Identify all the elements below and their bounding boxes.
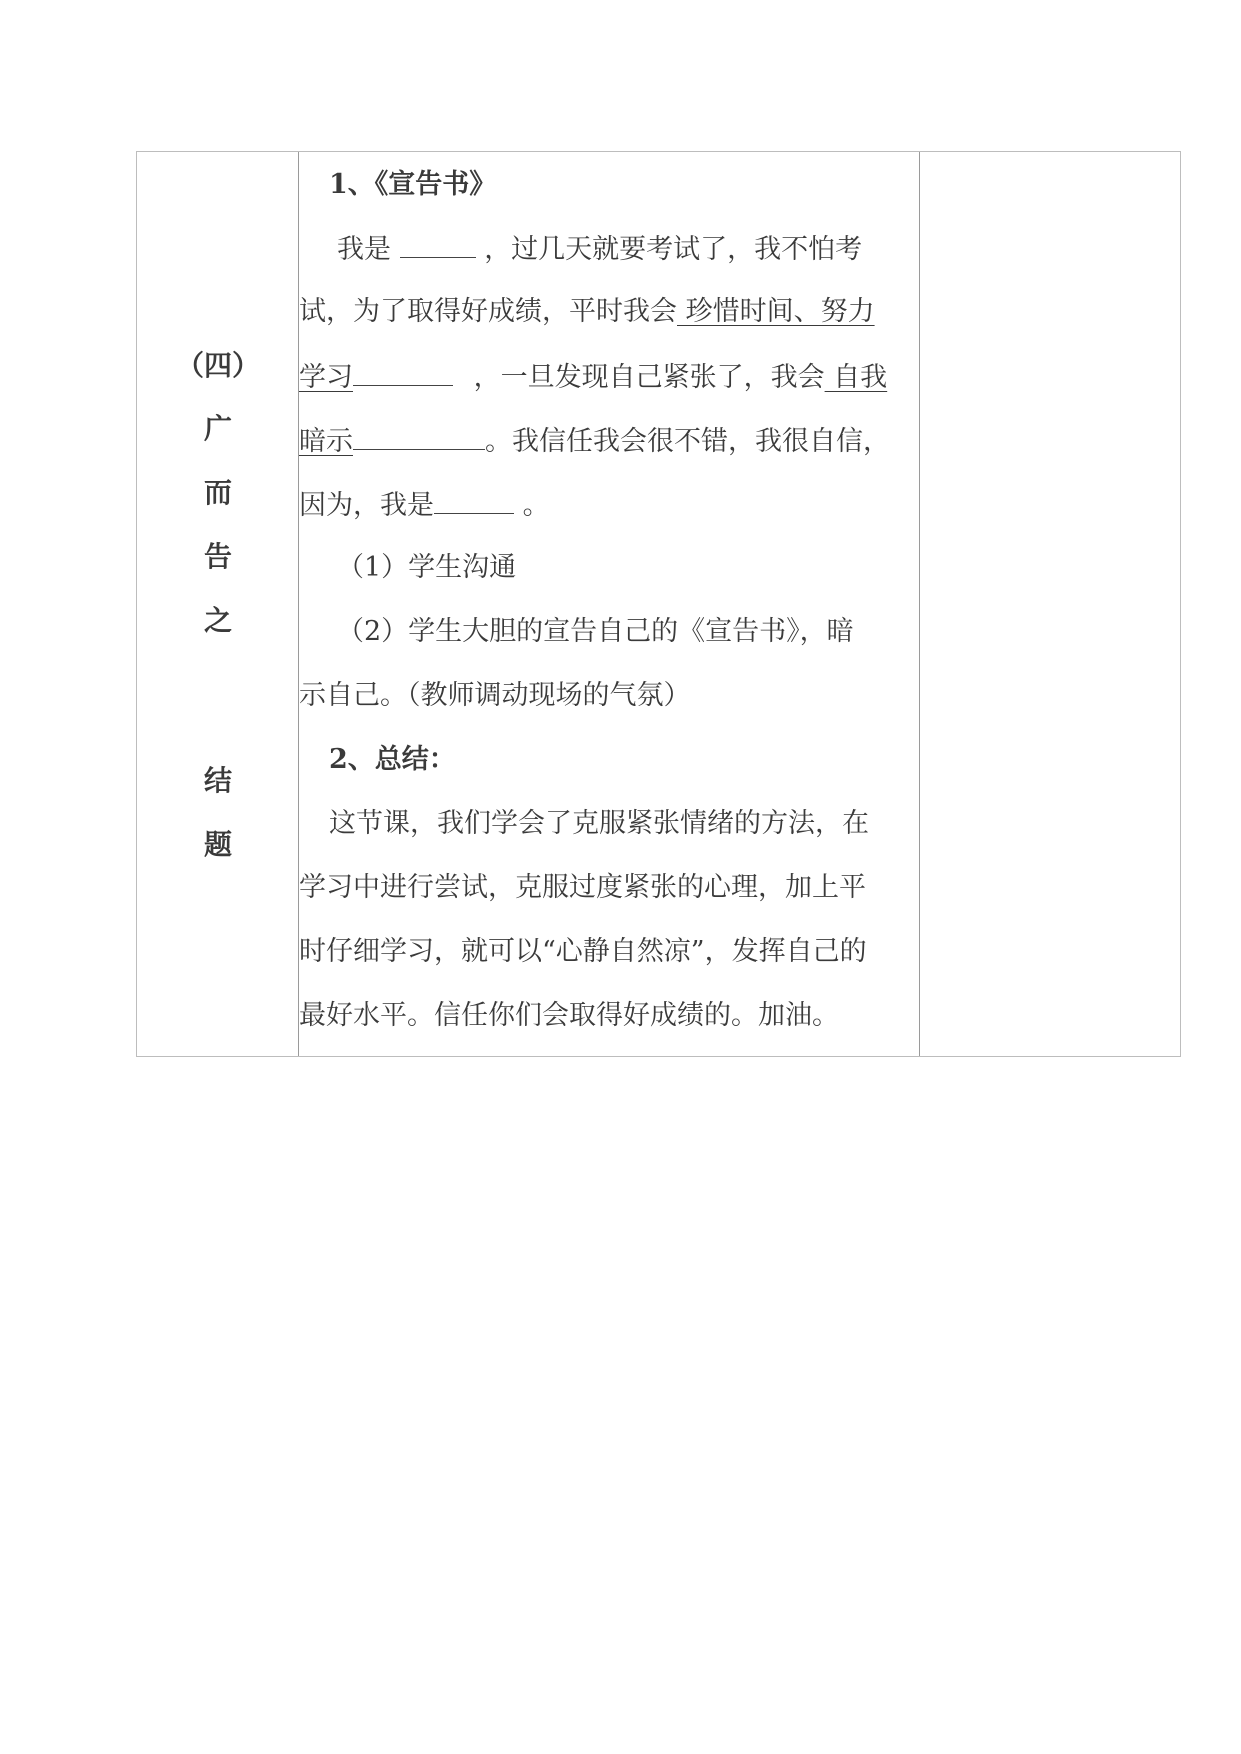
- filled-answer: 学习: [299, 362, 353, 393]
- declaration-text: ，一旦发现自己紧张了，我会: [473, 362, 825, 393]
- stage-char: 告: [203, 540, 232, 573]
- stage-column: [137, 152, 299, 1056]
- declaration-text: 试，为了取得好成绩，平时我会: [299, 296, 677, 327]
- stage-char: 之: [203, 604, 232, 637]
- fill-blank: [400, 231, 476, 258]
- declaration-line: [299, 423, 920, 459]
- heading-declaration: 1、《宣告书》: [329, 169, 497, 200]
- declaration-text: 因为，我是: [299, 490, 434, 521]
- declaration-text: ，过几天就要考试了，我不怕考: [484, 234, 863, 265]
- section-number: （四）: [175, 349, 260, 382]
- fill-blank: [353, 359, 453, 386]
- declaration-line: [299, 295, 920, 329]
- summary-line: 学习中进行尝试，克服过度紧张的心理，加上平: [299, 872, 866, 903]
- filled-answer: 自我: [824, 362, 888, 393]
- summary-line: 时仔细学习，就可以“心静自然凉”，发挥自己的: [299, 936, 867, 967]
- content-column: [299, 152, 920, 1056]
- declaration-text: 。: [522, 490, 550, 521]
- notes-column: [920, 152, 1180, 1056]
- stage-char: 而: [203, 476, 232, 509]
- summary-line: 这节课，我们学会了克服紧张情绪的方法，在: [329, 808, 869, 839]
- step-communicate: （1）学生沟通: [337, 552, 517, 583]
- declaration-text: 。我信任我会很不错，我很自信，: [485, 426, 890, 457]
- declaration-line: [337, 231, 958, 267]
- summary-line: 最好水平。信任你们会取得好成绩的。加油。: [299, 1000, 839, 1031]
- fill-blank: [353, 423, 485, 450]
- declaration-line: [299, 487, 920, 523]
- fill-blank: [434, 487, 514, 514]
- heading-summary: 2、总结：: [329, 744, 456, 775]
- stage-char: 广: [203, 412, 232, 445]
- stage-char: 题: [203, 828, 232, 861]
- filled-answer: 珍惜时间、努力: [677, 296, 875, 327]
- filled-answer: 暗示: [299, 426, 353, 457]
- declaration-line: [299, 359, 920, 395]
- step-declare-cont: 示自己。（教师调动现场的气氛）: [299, 680, 691, 711]
- lesson-table: [136, 151, 1181, 1057]
- step-declare: （2）学生大胆的宣告自己的《宣告书》，暗: [337, 616, 854, 647]
- stage-char: 结: [203, 764, 232, 797]
- declaration-text: 我是: [337, 234, 391, 265]
